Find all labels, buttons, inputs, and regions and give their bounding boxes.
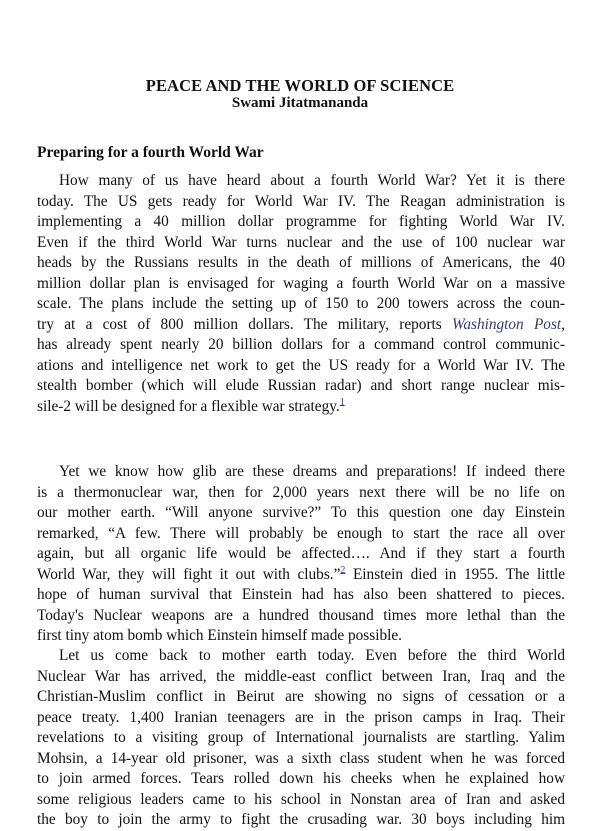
text-span: try at a cost of 800 million dollars. The military, reports bbox=[37, 315, 453, 333]
text-line: implementing a 40 million dollar programme for fighting World War IV. bbox=[37, 213, 565, 230]
text-line: million dollar plan is envisaged for waging a fourth World War on a massive bbox=[37, 274, 565, 292]
text-span: Einstein died in 1955. The little bbox=[345, 565, 565, 583]
author-name: Swami Jitatmananda bbox=[231, 95, 369, 111]
text-line: How many of us have heard about a fourth World War? Yet it is there bbox=[59, 172, 565, 189]
footnote-link-2[interactable]: 2 bbox=[340, 564, 346, 576]
text-line: ations and intelligence net work to get the US ready for a World War IV. The bbox=[37, 356, 565, 374]
text-span: sile-2 will be designed for a flexible war strategy. bbox=[37, 397, 340, 415]
text-line: is a thermonuclear war, then for 2,000 years next there will be no life on bbox=[37, 483, 565, 501]
paragraph-2 bbox=[37, 462, 565, 647]
text-line: heads by the Russians results in the death of millions of Americans, the 40 bbox=[37, 254, 565, 271]
text-line: Yet we know how glib are these dreams and preparations! If indeed there bbox=[59, 463, 565, 480]
page-title: PEACE AND THE WORLD OF SCIENCE bbox=[145, 76, 455, 95]
text-span: , bbox=[561, 315, 565, 333]
text-line: revelations to a visiting group of International journalists are startling. Yalim bbox=[37, 729, 565, 746]
paragraph-1 bbox=[37, 171, 565, 417]
text-line: stealth bomber (which will elude Russian radar) and short range nuclear mis- bbox=[37, 377, 565, 394]
text-line: Christian-Muslim conflict in Beirut are showing no signs of cessation or a bbox=[37, 688, 565, 705]
text-line: today. The US gets ready for World War IV. The Reagan administration is bbox=[37, 192, 565, 210]
text-line: Mohsin, a 14-year old prisoner, was a sixth class student when he was forced bbox=[37, 749, 565, 767]
section-heading: Preparing for a fourth World War bbox=[37, 144, 264, 161]
text-line bbox=[37, 315, 565, 336]
text-line: has already spent nearly 20 billion dollars for a command control communic- bbox=[37, 336, 565, 353]
text-line: Today's Nuclear weapons are a hundred thousand times more lethal than the bbox=[37, 606, 565, 624]
text-line: Let us come back to mother earth today. Even before the third World bbox=[59, 647, 565, 664]
text-line: hope of human survival that Einstein had has also been shattered to pieces. bbox=[37, 586, 565, 603]
text-span: World War, they will fight it out with clubs.” bbox=[37, 565, 341, 583]
publication-name: Washington Post bbox=[452, 315, 562, 333]
text-line: first tiny atom bomb which Einstein himself made possible. bbox=[37, 627, 402, 644]
text-line bbox=[37, 397, 565, 418]
text-line: some religious leaders came to his school in Nonstan area of Iran and asked bbox=[37, 790, 565, 808]
text-line: our mother earth. “Will anyone survive?” To this question one day Einstein bbox=[37, 504, 565, 521]
text-line: Nuclear War has arrived, the middle-east conflict between Iran, Iraq and the bbox=[37, 667, 565, 685]
text-line: the boy to join the army to fight the crusading war. 30 boys including him bbox=[37, 811, 565, 828]
paragraph-3 bbox=[37, 646, 565, 831]
text-line bbox=[37, 565, 565, 586]
footnote-link-1[interactable]: 1 bbox=[339, 396, 345, 408]
text-line: remarked, “A few. There will probably be enough to start the race all over bbox=[37, 524, 565, 542]
text-line: Even if the third World War turns nuclear and the use of 100 nuclear war bbox=[37, 233, 565, 251]
text-line: peace treaty. 1,400 Iranian teenagers are in the prison camps in Iraq. Their bbox=[37, 708, 565, 726]
text-line: scale. The plans include the setting up of 150 to 200 towers across the coun- bbox=[37, 295, 565, 312]
text-line: again, but all organic life would be affected…. And if they start a fourth bbox=[37, 545, 565, 562]
text-line: to join armed forces. Tears rolled down his cheeks when he explained how bbox=[37, 770, 565, 787]
